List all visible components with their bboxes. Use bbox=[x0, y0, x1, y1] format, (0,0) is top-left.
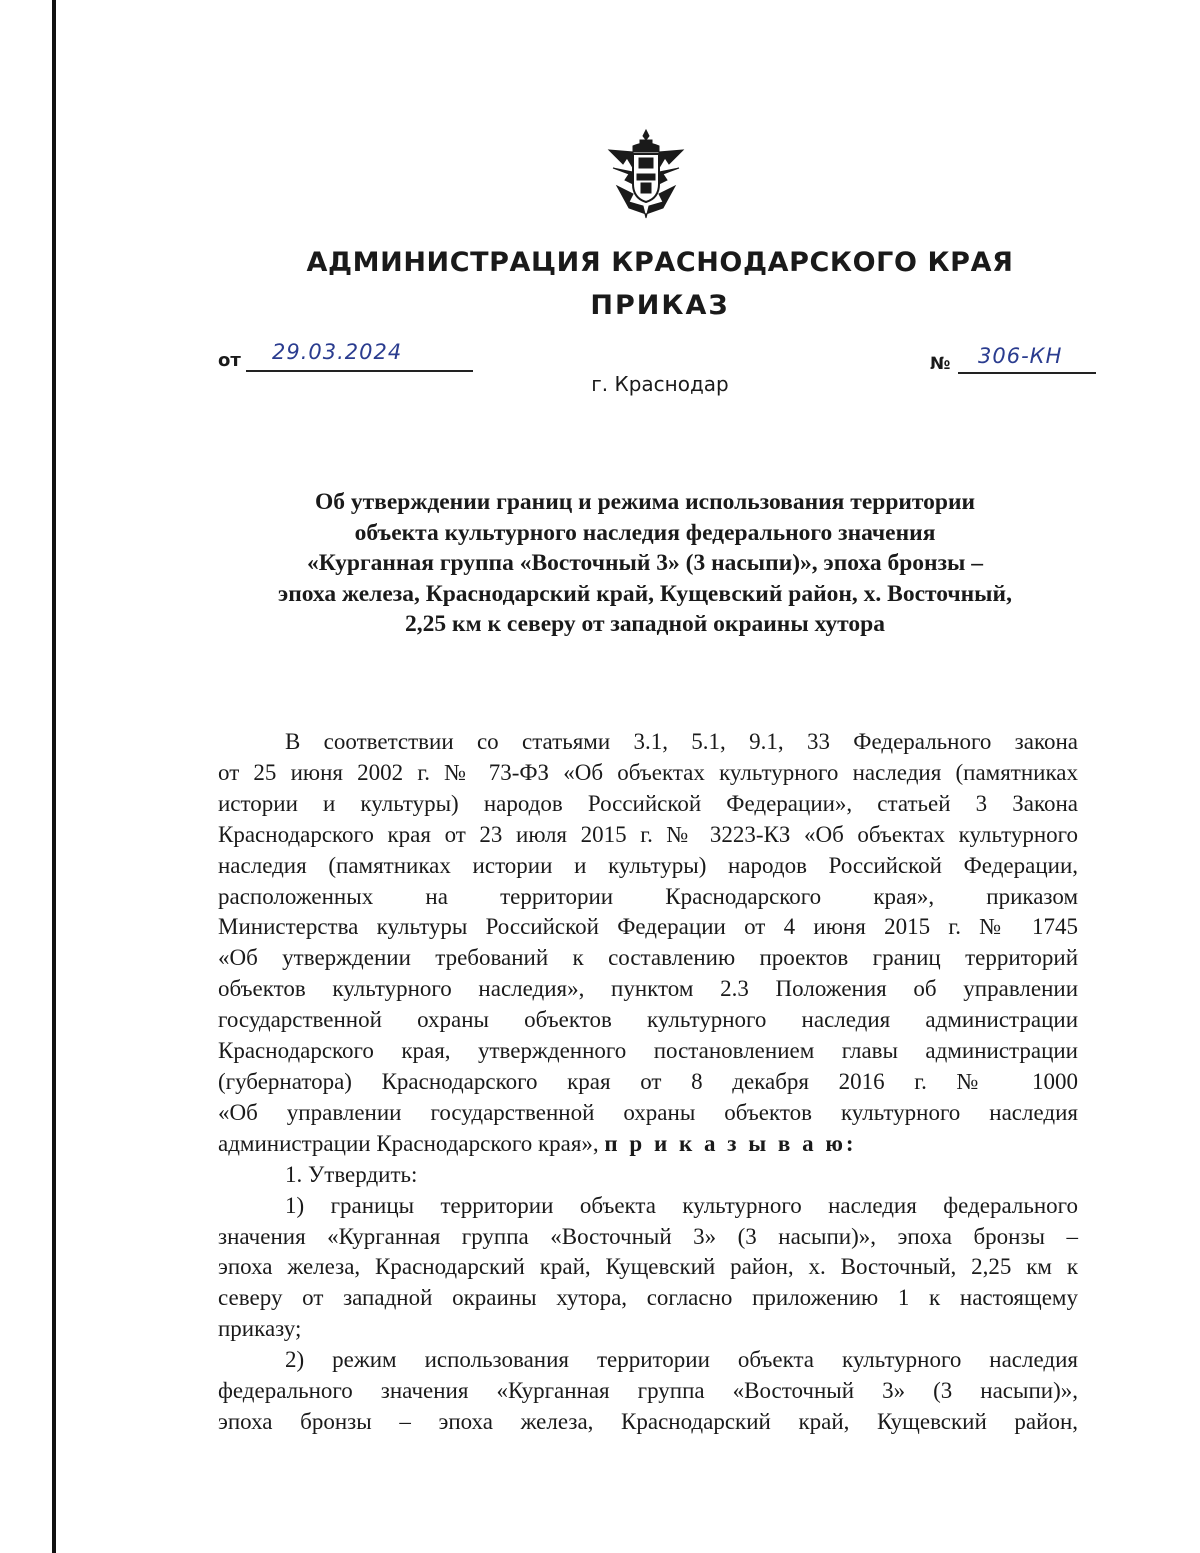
body-line: наследия (памятниках истории и культуры) народов Российской Федерации, bbox=[218, 852, 1078, 878]
body-line: 2) режим использования территории объекта культурного наследия bbox=[285, 1347, 1078, 1373]
coat-of-arms-icon bbox=[603, 128, 689, 220]
body-line: севeру от западной окраины хутора, согласно приложению 1 к настоящему bbox=[218, 1285, 1078, 1311]
body-line: эпоха бронзы – эпоха железа, Краснодарский край, Кущевский район, bbox=[218, 1408, 1078, 1434]
body-line: от 25 июня 2002 г. № 73-ФЗ «Об объектах культурного наследия (памятниках bbox=[218, 759, 1078, 785]
body-line: В соответствии со статьями 3.1, 5.1, 9.1, 33 Федерального закона bbox=[285, 729, 1078, 754]
body-line: «Об управлении государственной охраны объектов культурного наследия bbox=[218, 1099, 1078, 1125]
item-heading: 1. Утвердить: bbox=[285, 1161, 418, 1187]
body-line: приказу; bbox=[218, 1316, 302, 1342]
title-line: Об утверждении границ и режима использования территории bbox=[314, 489, 976, 515]
title-line: «Курганная группа «Восточный 3» (3 насыпи)», эпоха бронзы – bbox=[306, 550, 984, 576]
body-line: объектов культурного наследия», пунктом 2.3 Положения об управлении bbox=[218, 976, 1078, 1002]
title-line: эпоха железа, Краснодарский край, Кущевский район, х. Восточный, bbox=[278, 580, 1012, 607]
city: г. Краснодар bbox=[591, 372, 729, 396]
document-number: 306-КН bbox=[978, 344, 1063, 368]
document-type: ПРИКАЗ bbox=[590, 290, 730, 321]
document-body bbox=[218, 727, 1078, 1438]
body-line: Краснодарского края от 23 июля 2015 г. № 3223-КЗ «Об объектах культурного bbox=[218, 821, 1078, 847]
body-line: государственной охраны объектов культурного наследия администрации bbox=[218, 1007, 1078, 1033]
preamble-end: администрации Краснодарского края», bbox=[218, 1130, 599, 1156]
document-date: 29.03.2024 bbox=[272, 340, 403, 364]
body-line: расположенных на территории Краснодарского края», приказом bbox=[218, 883, 1078, 909]
date-label: от bbox=[218, 350, 241, 371]
body-line: значения «Курганная группа «Восточный 3» (3 насыпи)», эпоха бронзы – bbox=[218, 1223, 1078, 1249]
body-line: (губернатора) Краснодарского края от 8 декабря 2016 г. № 1000 bbox=[218, 1068, 1078, 1094]
title-line: 2,25 км к северу от западной окраины хутора bbox=[405, 611, 885, 637]
body-line: Краснодарского края, утвержденного постановлением главы администрации bbox=[218, 1038, 1078, 1064]
body-line bbox=[218, 1129, 1078, 1160]
body-line: эпоха железа, Краснодарский край, Кущевский район, х. Восточный, 2,25 км к bbox=[218, 1254, 1078, 1280]
organization-name: АДМИНИСТРАЦИЯ КРАСНОДАРСКОГО КРАЯ bbox=[306, 247, 1014, 278]
body-line: «Об утверждении требований к составлению проектов границ территорий bbox=[218, 945, 1078, 971]
number-label: № bbox=[930, 354, 951, 374]
title-line: объекта культурного наследия федерального значения bbox=[354, 519, 936, 546]
body-line: истории и культуры) народов Российской Федерации», статьей 3 Закона bbox=[218, 790, 1078, 816]
order-word: п р и к а з ы в а ю: bbox=[604, 1130, 857, 1156]
scan-edge bbox=[52, 0, 56, 1553]
document-title bbox=[200, 487, 1090, 640]
body-line: Министерства культуры Российской Федерации от 4 июня 2015 г. № 1745 bbox=[218, 914, 1078, 940]
body-line: федерального значения «Курганная группа «Восточный 3» (3 насыпи)», bbox=[218, 1378, 1078, 1404]
body-line: 1) границы территории объекта культурного наследия федерального bbox=[285, 1192, 1078, 1218]
